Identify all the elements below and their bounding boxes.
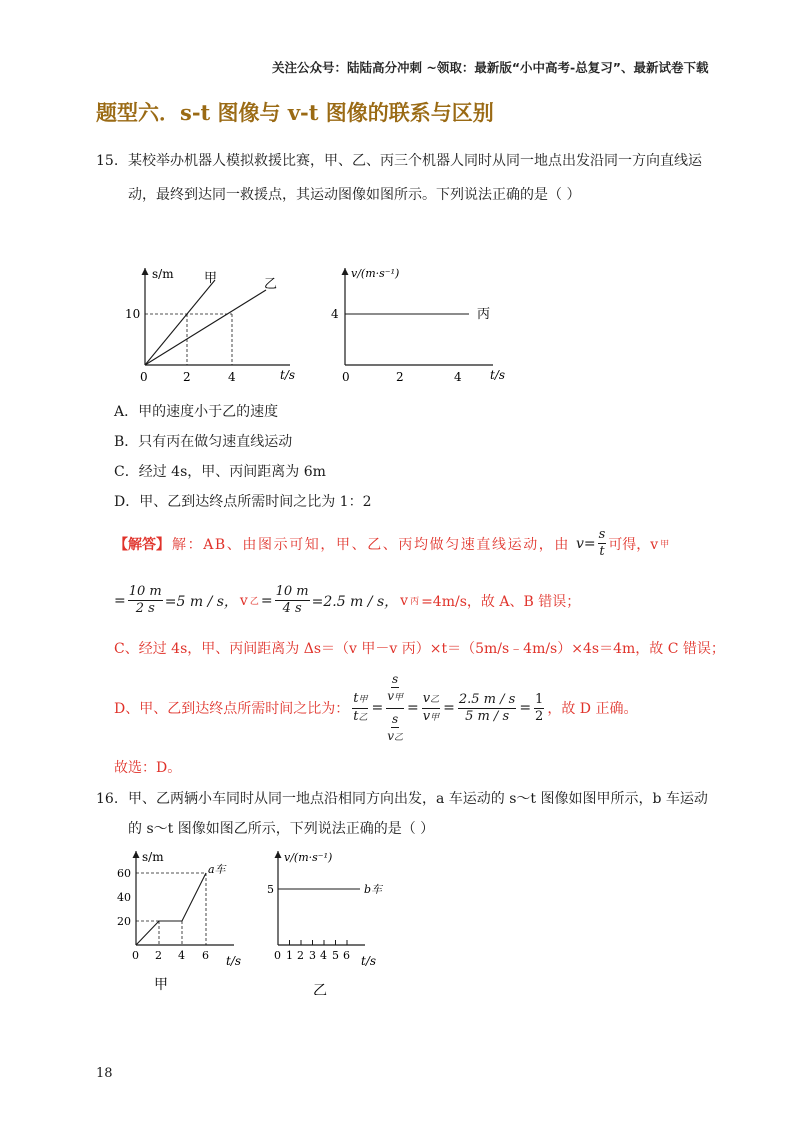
xlabel: t/s — [226, 954, 242, 968]
x-tick-2: 2 — [396, 370, 404, 384]
series-yi-line — [145, 290, 266, 365]
frac-10m-2s: $\frac{10 m}{2 s}$ — [128, 584, 162, 616]
frac-10m-4s: $\frac{10 m}{4 s}$ — [275, 584, 309, 616]
q15-st-graph — [120, 262, 320, 392]
x-tick-3: 3 — [309, 949, 316, 962]
series-a-line — [136, 873, 206, 945]
y-tick-4: 4 — [331, 307, 339, 321]
formula-v-s-over-t: $\frac{s}{t}$ — [598, 527, 606, 559]
xlabel: t/s — [490, 368, 506, 382]
x-tick-2: 2 — [155, 949, 162, 962]
q15-option-b: B．只有丙在做匀速直线运动 — [114, 434, 293, 450]
x-tick-2: 2 — [183, 370, 191, 384]
x-tick-6: 6 — [343, 949, 350, 962]
ylabel: s/m — [142, 850, 164, 864]
series-label-yi: 乙 — [264, 277, 278, 292]
q15-number: 15. — [96, 153, 119, 169]
frac-2.5-over-5: $\frac{2.5 m / s}{5 m / s}$ — [458, 691, 516, 724]
section-title: 题型六．s-t 图像与 v-t 图像的联系与区别 — [96, 100, 494, 125]
frac-v-yi-v-jia: $\frac{\text{v乙}}{\text{v甲}}$ — [422, 690, 440, 724]
x-tick-4: 4 — [320, 949, 327, 962]
series-jia-line — [145, 280, 215, 365]
series-label-jia: 甲 — [204, 271, 218, 286]
ylabel: s/m — [152, 267, 174, 281]
series-label-b: b车 — [364, 883, 383, 896]
q16-stem-line2: 的 s～t 图像如图乙所示，下列说法正确的是（ ） — [128, 821, 435, 837]
y-tick-60: 60 — [117, 867, 131, 880]
q15-option-d: D．甲、乙到达终点所需时间之比为 1：2 — [114, 494, 372, 510]
q16-graph-b — [265, 845, 405, 995]
solution-line3: C、经过 4s，甲、丙间距离为 Δs＝（v 甲－v 丙）×t＝（5m/s﹣4m/s）×4s＝4m，故 C 错误； — [114, 641, 725, 657]
q16-graph-a — [110, 845, 260, 995]
y-tick-5: 5 — [267, 883, 274, 896]
frac-compound: $\frac{\frac{s}{\text{v甲}}}{\frac{s}{\text{v乙}}}$ — [387, 671, 404, 743]
header-note: 关注公众号：陆陆高分冲刺 ~领取：最新版“小中高考-总复习”、最新试卷下载 — [272, 60, 709, 75]
ylabel: v/(m·s⁻¹) — [284, 851, 333, 864]
q15-stem-line1: 某校举办机器人模拟救援比赛，甲、乙、丙三个机器人同时从同一地点出发沿同一方向直线运 — [128, 153, 702, 169]
xlabel: t/s — [280, 368, 296, 382]
x-tick-0: 0 — [140, 370, 148, 384]
solution-tag: 【解答】 — [114, 536, 170, 553]
q15-stem-line2: 动，最终到达同一救援点，其运动图像如图所示。下列说法正确的是（ ） — [128, 187, 581, 203]
x-tick-0: 0 — [342, 370, 350, 384]
y-tick-20: 20 — [117, 915, 131, 928]
q16-stem-line1: 甲、乙两辆小车同时从同一地点沿相同方向出发，a 车运动的 s～t 图像如图甲所示，b 车运动 — [128, 791, 708, 807]
caption: 乙 — [313, 983, 327, 995]
ylabel: v/(m·s⁻¹) — [351, 267, 400, 280]
x-tick-4: 4 — [228, 370, 236, 384]
caption: 甲 — [154, 977, 168, 993]
xlabel: t/s — [361, 954, 377, 968]
q15-option-c: C．经过 4s，甲、丙间距离为 6m — [114, 464, 326, 480]
x-tick-2: 2 — [297, 949, 304, 962]
y-tick-40: 40 — [117, 891, 131, 904]
series-label-bing: 丙 — [477, 307, 491, 322]
solution-line2: = $\frac{10 m}{2 s}$ =5 m / s， v 乙 = $\frac{10 m}{4 s}$ =2.5 m / s， v 丙 =4m/s，故 A、B 错误； — [114, 584, 581, 616]
q15-vt-graph — [325, 262, 525, 392]
x-minor-ticks — [290, 940, 348, 945]
solution-answer: 故选：D。 — [114, 760, 182, 776]
x-tick-4: 4 — [454, 370, 462, 384]
y-tick-10: 10 — [125, 307, 141, 321]
q15-option-a: A．甲的速度小于乙的速度 — [114, 404, 279, 420]
x-tick-4: 4 — [178, 949, 185, 962]
x-tick-0: 0 — [132, 949, 139, 962]
frac-t-jia-t-yi: $\frac{\text{t甲}}{\text{t乙}}$ — [353, 690, 368, 724]
x-tick-5: 5 — [332, 949, 339, 962]
page-number: 18 — [96, 1066, 113, 1081]
q16-number: 16. — [96, 791, 119, 807]
series-label-a: a车 — [208, 863, 226, 876]
frac-1-over-2: $\frac{1}{2}$ — [535, 691, 544, 724]
x-tick-0: 0 — [274, 949, 281, 962]
solution-line1: 【解答】 解：AB、由图示可知，甲、乙、丙均做匀速直线运动，由 v= $\frac{s}{t}$ 可得，v 甲 — [114, 527, 670, 559]
x-tick-1: 1 — [286, 949, 293, 962]
solution-line4: D、甲、乙到达终点所需时间之比为： $\frac{\text{t甲}}{\text{t乙}}$ = $\frac{\frac{s}{\text{v甲}}}{\frac{s}{\text{v乙}}}$ = $\frac{\text{v乙}}{\text{v甲}}$ = $\frac{2.5 m / s}{5 m / s}$ = $\frac{1}{2}$ ，故 D 正确。 — [114, 668, 637, 748]
x-tick-6: 6 — [202, 949, 209, 962]
